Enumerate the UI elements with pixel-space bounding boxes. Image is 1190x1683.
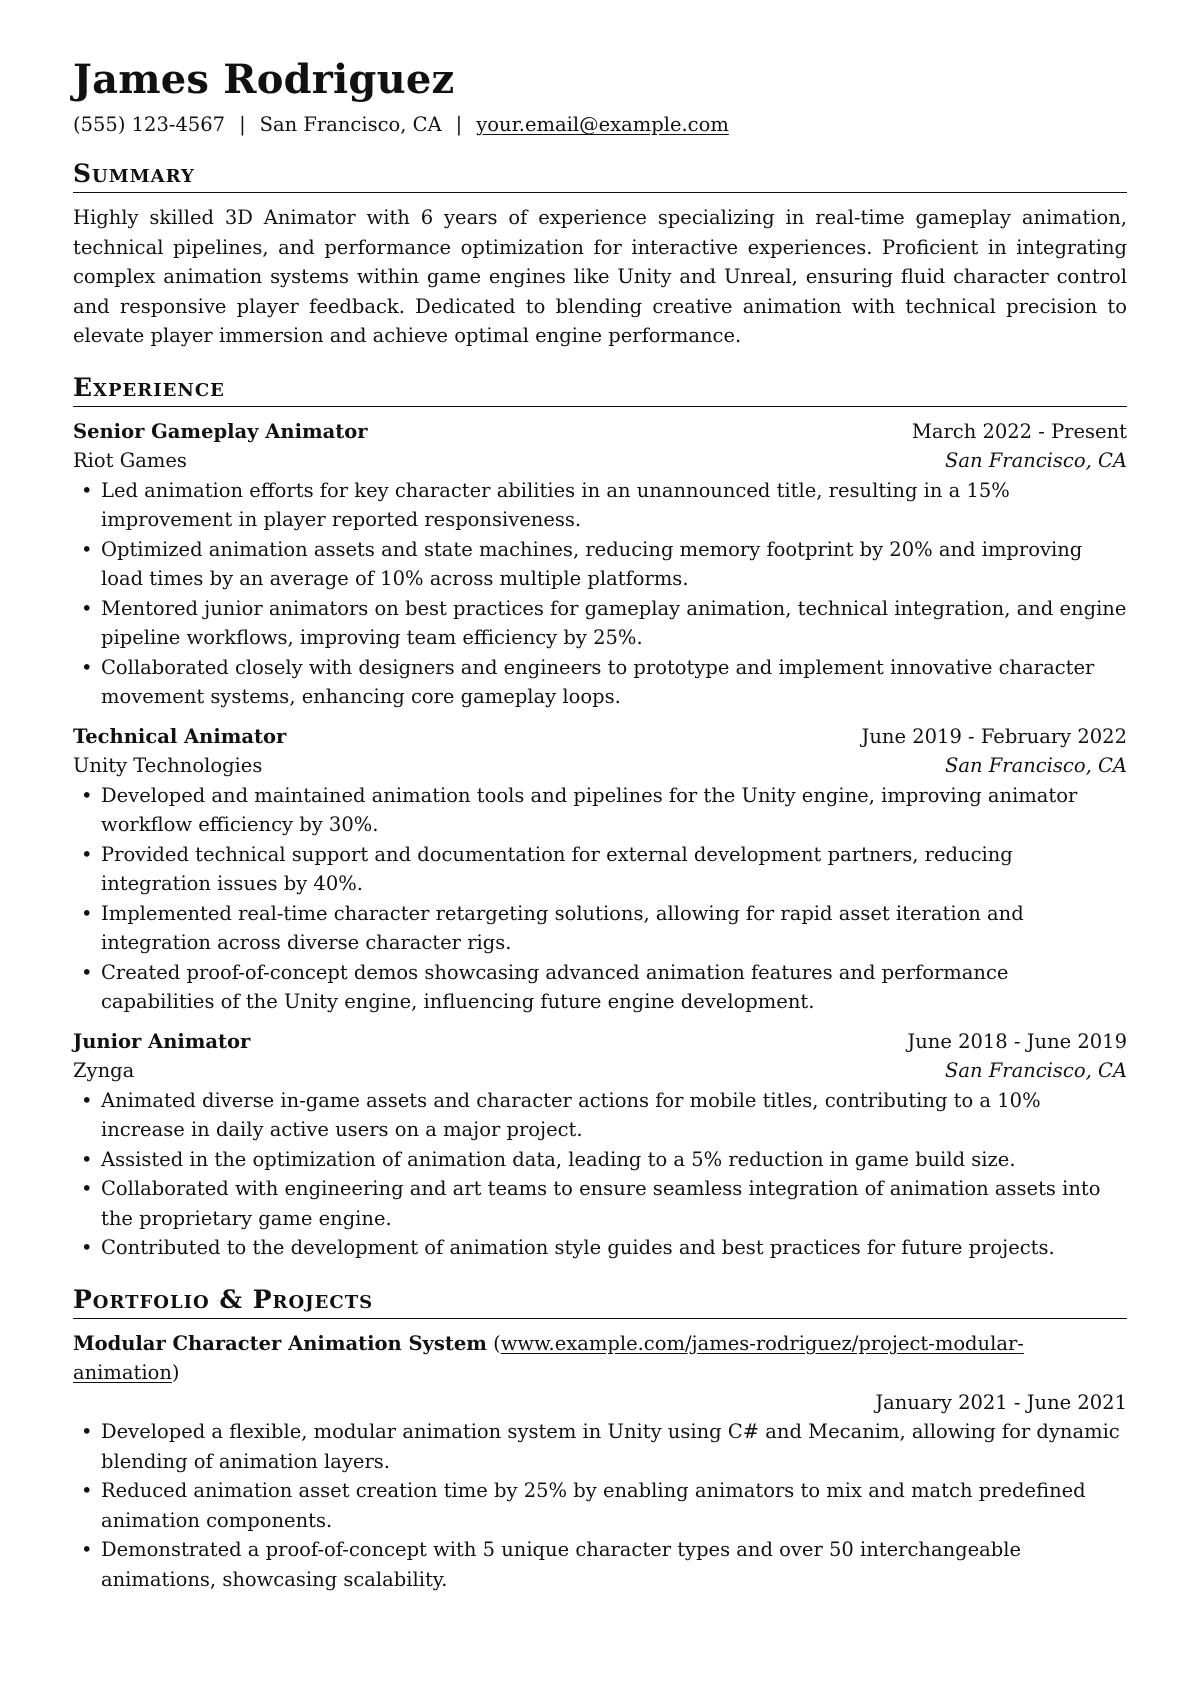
job-location: San Francisco, CA (944, 1059, 1127, 1083)
separator: | (455, 113, 463, 136)
bullet-item: • Reduced animation asset creation time by 25% by enabling animators to mix and match predefined animation components. (73, 1476, 1127, 1535)
experience-section (73, 373, 1127, 1263)
bullet-item: • Provided technical support and documentation for external development partners, reducing integration issues by 40%. (73, 840, 1127, 899)
job-bullets (73, 476, 1127, 712)
job-bullets (73, 1086, 1127, 1263)
link-close-paren: ) (171, 1361, 180, 1385)
bullet-item: • Assisted in the optimization of animation data, leading to a 5% reduction in game build size. (73, 1145, 1127, 1175)
job-entry (73, 1027, 1127, 1263)
job-company: Zynga (73, 1059, 135, 1083)
job-dates: March 2022 - Present (911, 419, 1127, 443)
bullet-item: • Led animation efforts for key character abilities in an unannounced title, resulting in a 15% improvement in player reported responsiveness. (73, 476, 1127, 535)
bullet-item: • Mentored junior animators on best practices for gameplay animation, technical integration, and engine pipeline workflows, improving team efficiency by 25%. (73, 594, 1127, 653)
job-bullets (73, 781, 1127, 1017)
section-title-summary: Summary (73, 159, 1127, 193)
job-role: Junior Animator (73, 1029, 251, 1053)
project-link[interactable]: www.example.com/james-rodriguez/project-modular-animation (73, 1331, 1024, 1385)
section-title-projects: Portfolio & Projects (73, 1285, 1127, 1319)
project-dates: January 2021 - June 2021 (875, 1390, 1127, 1414)
job-entry (73, 417, 1127, 712)
project-name: Modular Character Animation System (73, 1331, 487, 1355)
email-link[interactable]: your.email@example.com (476, 113, 729, 136)
job-dates: June 2019 - February 2022 (861, 724, 1127, 748)
separator: | (239, 113, 246, 136)
job-location: San Francisco, CA (944, 449, 1127, 473)
bullet-item: • Developed a flexible, modular animation system in Unity using C# and Mecanim, allowing for dynamic blending of animation layers. (73, 1417, 1127, 1476)
summary-text: Highly skilled 3D Animator with 6 years of experience specializing in real-time gameplay animation, technical pipelines, and performance optimization for interactive experiences. Proficient in integrating complex animation systems within game engines like Unity and Unreal, ensuring fluid character control and responsive player feedback. Dedicated to blending creative animation with technical precision to elevate player immersion and achieve optimal engine performance. (73, 206, 1127, 348)
summary-section (73, 159, 1127, 351)
job-role: Technical Animator (73, 724, 287, 748)
candidate-name: James Rodriguez (73, 56, 455, 103)
section-title-experience: Experience (73, 373, 1127, 407)
project-title-line (73, 1329, 1127, 1388)
phone-number: (555) 123-4567 (73, 113, 226, 136)
resume-page (73, 58, 1127, 1594)
job-role: Senior Gameplay Animator (73, 419, 368, 443)
bullet-item: • Animated diverse in-game assets and character actions for mobile titles, contributing to a 10% increase in daily active users on a major project. (73, 1086, 1127, 1145)
projects-section (73, 1285, 1127, 1595)
location: San Francisco, CA (259, 113, 442, 136)
bullet-item: • Implemented real-time character retargeting solutions, allowing for rapid asset iteration and integration across diverse character rigs. (73, 899, 1127, 958)
project-bullets (73, 1417, 1127, 1594)
bullet-item: • Optimized animation assets and state machines, reducing memory footprint by 20% and improving load times by an average of 10% across multiple platforms. (73, 535, 1127, 594)
bullet-item: • Created proof-of-concept demos showcasing advanced animation features and performance capabilities of the Unity engine, influencing future engine development. (73, 958, 1127, 1017)
bullet-item: • Collaborated with engineering and art teams to ensure seamless integration of animation assets into the proprietary game engine. (73, 1174, 1127, 1233)
job-location: San Francisco, CA (944, 754, 1127, 778)
job-company: Unity Technologies (73, 754, 263, 778)
job-entry (73, 722, 1127, 1017)
link-open-paren: ( (493, 1331, 501, 1355)
job-dates: June 2018 - June 2019 (907, 1029, 1127, 1053)
bullet-item: • Developed and maintained animation tools and pipelines for the Unity engine, improving animator workflow efficiency by 30%. (73, 781, 1127, 840)
job-company: Riot Games (73, 449, 187, 473)
bullet-item: • Collaborated closely with designers and engineers to prototype and implement innovative character movement systems, enhancing core gameplay loops. (73, 653, 1127, 712)
bullet-item: • Demonstrated a proof-of-concept with 5 unique character types and over 50 interchangeable animations, showcasing scalability. (73, 1535, 1127, 1594)
bullet-item: • Contributed to the development of animation style guides and best practices for future projects. (73, 1233, 1127, 1263)
project-entry (73, 1329, 1127, 1595)
contact-line (73, 112, 1127, 137)
